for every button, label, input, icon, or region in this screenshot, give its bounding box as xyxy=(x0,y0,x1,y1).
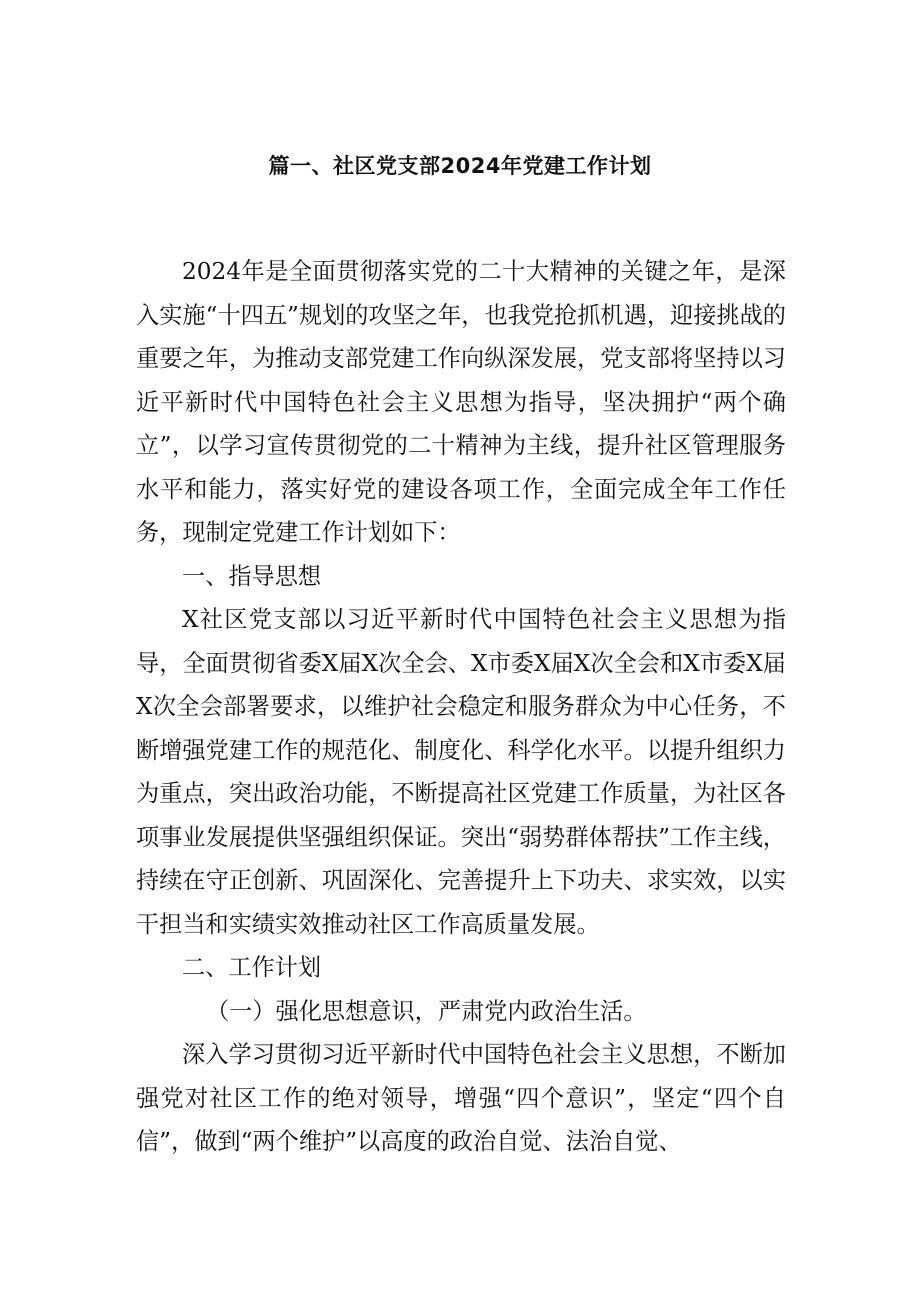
section-heading-guiding-thought: 一、指导思想 xyxy=(182,562,322,590)
subsection-heading-ideology: （一）强化思想意识，严肃党内政治生活。 xyxy=(206,997,647,1025)
section-heading-work-plan: 二、工作计划 xyxy=(182,954,322,981)
guiding-thought-paragraph: X社区党支部以习近平新时代中国特色社会主义思想为指导，全面贯彻省委X届X次全会、X市委X届X次全会和X市委X届X次全会部署要求，以维护社会稳定和服务群众为中心任务，不断增强党建工作的规范化、制度化、科学化水平。以提升组织力为重点，突出政治功能，不断提高社区党建工作质量，为社区各项事业发展提供坚强组织保证。突出“弱势群体帮扶”工作主线，持续在守正创新、巩固深化、完善提升上下功夫、求实效，以实干担当和实绩实效推动社区工作高质量发展。 xyxy=(136,606,786,938)
ideology-paragraph: 深入学习贯彻习近平新时代中国特色社会主义思想，不断加强党对社区工作的绝对领导，增强“四个意识”，坚定“四个自信”，做到“两个维护”以高度的政治自觉、法治自觉、 xyxy=(136,1041,786,1155)
document-title: 篇一、社区党支部2024年党建工作计划 xyxy=(268,154,652,178)
intro-paragraph: 2024年是全面贯彻落实党的二十大精神的关键之年，是深入实施“十四五”规划的攻坚之年，也我党抢抓机遇，迎接挑战的重要之年，为推动支部党建工作向纵深发展，党支部将坚持以习近平新时代中国特色社会主义思想为指导，坚决拥护“两个确立”，以学习宣传贯彻党的二十精神为主线，提升社区管理服务水平和能力，落实好党的建设各项工作，全面完成全年工作任务，现制定党建工作计划如下： xyxy=(136,258,786,546)
document-body xyxy=(136,250,786,1164)
